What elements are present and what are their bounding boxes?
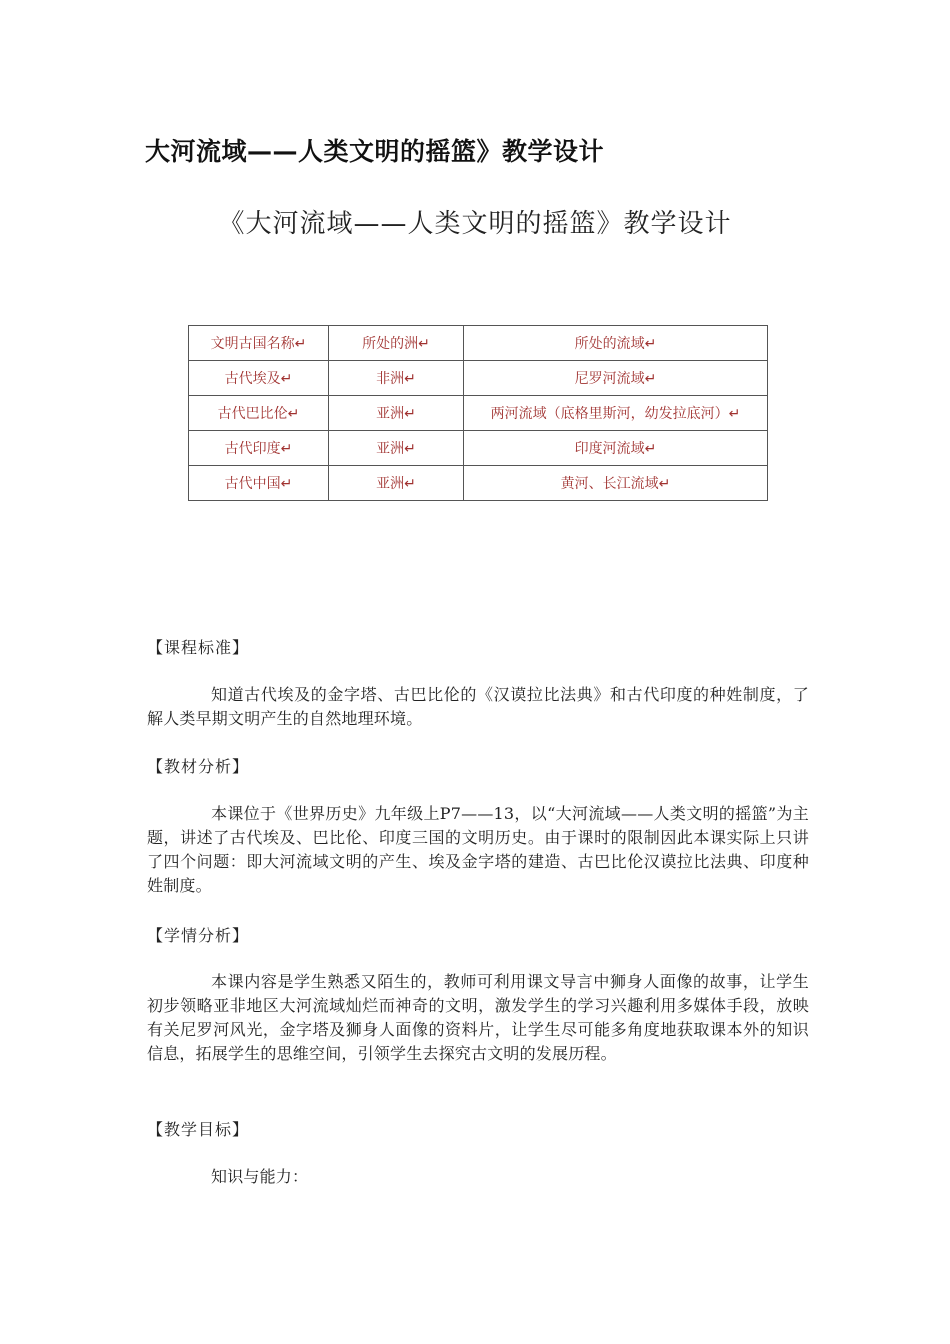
table-cell: 黄河、长江流域↵ (464, 466, 768, 501)
table-cell: 古代埃及↵ (189, 361, 329, 396)
table-header-cell: 所处的流域↵ (464, 326, 768, 361)
section-heading-goals: 【教学目标】 (147, 1120, 250, 1139)
table-cell: 亚洲↵ (329, 466, 464, 501)
table-cell: 古代巴比伦↵ (189, 396, 329, 431)
table-cell: 古代印度↵ (189, 431, 329, 466)
table-row (189, 396, 768, 431)
table-header-row (189, 326, 768, 361)
section-heading-material: 【教材分析】 (147, 757, 250, 776)
table-row (189, 361, 768, 396)
table-header-cell: 文明古国名称↵ (189, 326, 329, 361)
table-cell: 古代中国↵ (189, 466, 329, 501)
table-cell: 非洲↵ (329, 361, 464, 396)
paragraph-goals: 知识与能力： (211, 1167, 309, 1186)
document-title: 大河流域——人类文明的摇篮》教学设计 (145, 137, 605, 166)
civilization-table (188, 325, 767, 501)
paragraph-students: 本课内容是学生熟悉又陌生的，教师可利用课文导言中狮身人面像的故事，让学生初步领略亚非地区大河流域灿烂而神奇的文明，激发学生的学习兴趣利用多媒体手段，放映有关尼罗河风光，金字塔及狮身人面像的资料片，让学生尽可能多角度地获取课本外的知识信息，拓展学生的思维空间，引领学生去探究古文明的发展历程。 (147, 972, 809, 1063)
table-row (189, 466, 768, 501)
paragraph-material: 本课位于《世界历史》九年级上P7——13，以“大河流域——人类文明的摇篮”为主题，讲述了古代埃及、巴比伦、印度三国的文明历史。由于课时的限制因此本课实际上只讲了四个问题：即大河流域文明的产生、埃及金字塔的建造、古巴比伦汉谟拉比法典、印度种姓制度。 (147, 804, 809, 895)
table-cell: 亚洲↵ (329, 396, 464, 431)
table-cell: 印度河流域↵ (464, 431, 768, 466)
table-cell: 尼罗河流域↵ (464, 361, 768, 396)
table-row (189, 431, 768, 466)
page-title: 《大河流域——人类文明的摇篮》教学设计 (218, 209, 732, 239)
paragraph-curriculum: 知道古代埃及的金字塔、古巴比伦的《汉谟拉比法典》和古代印度的种姓制度，了解人类早期文明产生的自然地理环境。 (147, 685, 809, 728)
section-heading-curriculum: 【课程标准】 (147, 638, 250, 657)
table-cell: 亚洲↵ (329, 431, 464, 466)
table-cell: 两河流域（底格里斯河，幼发拉底河）↵ (464, 396, 768, 431)
table-header-cell: 所处的洲↵ (329, 326, 464, 361)
section-heading-students: 【学情分析】 (147, 926, 250, 945)
